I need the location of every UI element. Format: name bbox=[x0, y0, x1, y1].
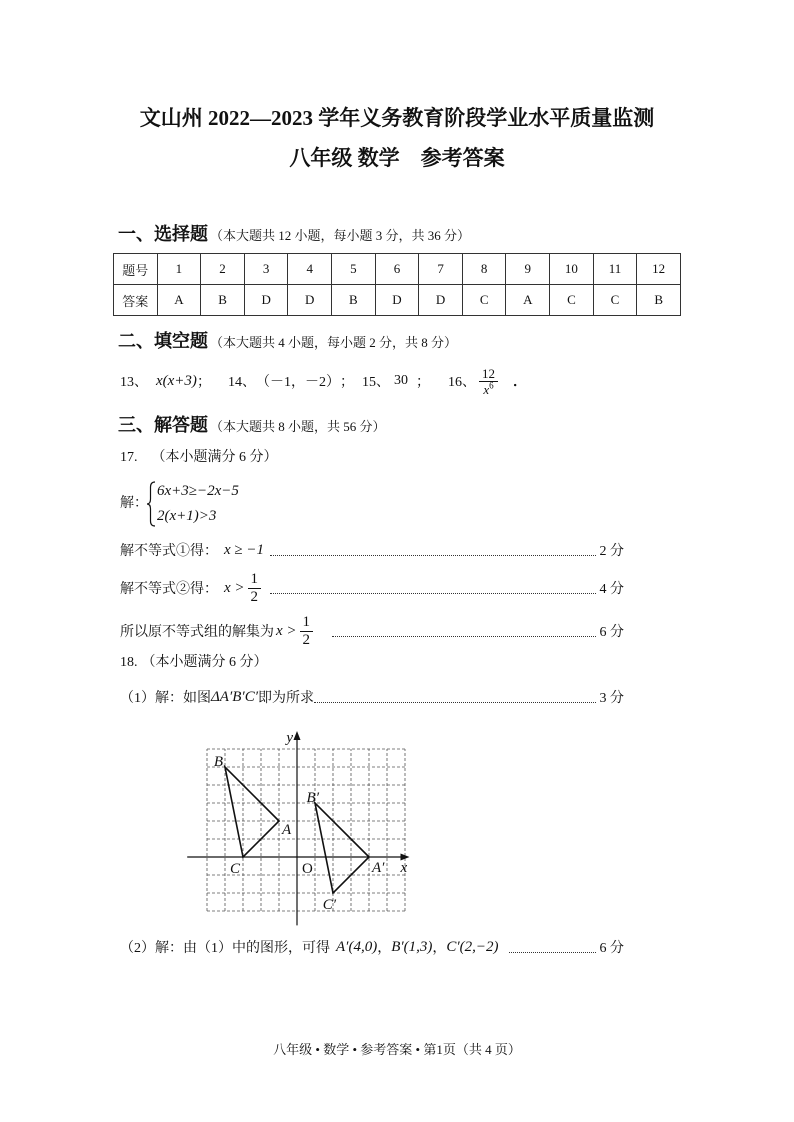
q14-label: 14、 bbox=[228, 375, 256, 390]
question-number-cell: 3 bbox=[244, 254, 288, 285]
page-title: 文山州 2022—2023 学年义务教育阶段学业水平质量监测 bbox=[139, 106, 655, 130]
dotted-leader bbox=[314, 702, 596, 703]
q13-label: 13、 bbox=[120, 375, 148, 390]
step-1-text: 解不等式①得： bbox=[120, 544, 218, 559]
step-1-score: 2 分 bbox=[599, 544, 624, 559]
q16-denominator-exponent: 6 bbox=[489, 380, 494, 391]
step-2-fraction bbox=[248, 571, 262, 606]
section-1-title: 一、选择题 bbox=[118, 224, 208, 244]
q13-answer: x(x+3) bbox=[156, 372, 197, 389]
step-2-score: 4 分 bbox=[599, 582, 624, 597]
q18-points-note: （本小题满分 6 分） bbox=[141, 655, 268, 670]
question-number-cell: 10 bbox=[550, 254, 594, 285]
answer-cell: C bbox=[550, 285, 594, 316]
step-3-fraction bbox=[300, 614, 314, 649]
answer-cell: C bbox=[462, 285, 506, 316]
page-footer: 八年级 • 数学 • 参考答案 • 第1页（共 4 页） bbox=[273, 1042, 521, 1057]
part-2-point-a: A′(4,0) bbox=[336, 938, 378, 955]
q14-answer: （－1，－2） bbox=[256, 375, 340, 390]
answer-cell: D bbox=[419, 285, 463, 316]
q16-denominator bbox=[483, 382, 493, 397]
question-number-cell: 4 bbox=[288, 254, 332, 285]
answer-cell: D bbox=[375, 285, 419, 316]
step-3-score: 6 分 bbox=[599, 625, 624, 640]
page-subtitle: 八年级 数学 参考答案 bbox=[289, 146, 505, 170]
step-3-denominator: 2 bbox=[302, 631, 311, 648]
answer-table bbox=[113, 253, 681, 316]
question-number-cell: 8 bbox=[462, 254, 506, 285]
part-2-prefix: （2）解：由（1）中的图形，可得 bbox=[120, 941, 330, 956]
vertex-point bbox=[242, 856, 244, 858]
vertex-point bbox=[332, 892, 334, 894]
q16-end: ． bbox=[513, 375, 527, 390]
answer-cell: D bbox=[288, 285, 332, 316]
answer-cell: A bbox=[506, 285, 550, 316]
step-2-text: 解不等式②得： bbox=[120, 582, 218, 597]
answer-cell: B bbox=[637, 285, 681, 316]
answer-row bbox=[114, 285, 681, 316]
fill-blank-16 bbox=[448, 364, 527, 398]
section-2-header bbox=[118, 327, 457, 351]
vertex-label: A bbox=[282, 822, 292, 838]
part-1-score: 3 分 bbox=[599, 691, 624, 706]
answer-cell: B bbox=[201, 285, 245, 316]
part-2-point-b: B′(1,3) bbox=[391, 938, 433, 955]
dotted-leader bbox=[270, 593, 595, 594]
q16-denominator-base: x bbox=[483, 381, 490, 397]
part-2-score: 6 分 bbox=[599, 941, 624, 956]
table-header-label: 题号 bbox=[114, 254, 158, 285]
y-axis-arrow bbox=[294, 731, 301, 740]
part-1-prefix: （1）解：如图 bbox=[120, 691, 211, 706]
section-3-header bbox=[118, 411, 386, 435]
question-number-cell: 6 bbox=[375, 254, 419, 285]
x-axis-label: x bbox=[400, 860, 408, 876]
question-18-header bbox=[120, 653, 268, 673]
q13-end: ； bbox=[196, 375, 211, 390]
step-2-math: x > bbox=[224, 579, 245, 596]
vertex-label: B′ bbox=[306, 790, 319, 806]
q16-numerator: 12 bbox=[479, 366, 498, 382]
part-1-suffix: 即为所求 bbox=[257, 691, 314, 706]
q17-points-note: （本小题满分 6 分） bbox=[151, 450, 278, 465]
q15-label: 15、 bbox=[362, 375, 390, 390]
q18-number: 18. bbox=[120, 655, 138, 670]
answer-cell: D bbox=[244, 285, 288, 316]
dotted-leader bbox=[332, 636, 595, 637]
system-inequality-1: 6x+3≥−2x−5 bbox=[157, 483, 239, 499]
q14-end: ； bbox=[340, 375, 354, 390]
section-3-note: （本大题共 8 小题，共 56 分） bbox=[210, 419, 386, 434]
fill-blank-15 bbox=[362, 370, 430, 392]
section-1-note: （本大题共 12 小题，每小题 3 分，共 36 分） bbox=[210, 228, 471, 243]
q16-fraction bbox=[479, 366, 498, 397]
step-3-numerator: 1 bbox=[300, 614, 314, 632]
answer-cell: C bbox=[593, 285, 637, 316]
question-number-cell: 9 bbox=[506, 254, 550, 285]
q15-answer: 30 bbox=[394, 373, 408, 388]
vertex-label: A′ bbox=[372, 860, 385, 876]
part-1-math: ΔA′B′C′ bbox=[211, 688, 258, 705]
q18-part-1 bbox=[120, 687, 624, 707]
question-number-cell: 7 bbox=[419, 254, 463, 285]
question-17-header bbox=[120, 448, 278, 468]
dotted-leader bbox=[509, 952, 596, 953]
step-3-math: x > bbox=[276, 622, 297, 639]
section-2-title: 二、填空题 bbox=[118, 331, 208, 351]
q15-end: ； bbox=[416, 375, 430, 390]
question-number-cell: 5 bbox=[332, 254, 376, 285]
triangle-abc-prime bbox=[315, 803, 369, 893]
vertex-label: B bbox=[213, 754, 223, 770]
question-number-cell: 11 bbox=[593, 254, 637, 285]
origin-label: O bbox=[302, 861, 313, 877]
part-2-separator-2: ， bbox=[432, 941, 447, 956]
q17-number: 17. bbox=[120, 450, 138, 465]
vertex-label: C′ bbox=[322, 897, 336, 913]
vertex-label: C bbox=[229, 861, 240, 877]
q17-solve-label: 解： bbox=[120, 496, 148, 511]
question-number-row bbox=[114, 254, 681, 285]
step-2-denominator: 2 bbox=[250, 588, 259, 605]
step-2-numerator: 1 bbox=[248, 571, 262, 589]
section-1-header bbox=[118, 220, 470, 244]
vertex-point bbox=[278, 820, 280, 822]
dotted-leader bbox=[270, 555, 595, 556]
q17-step-1 bbox=[120, 540, 624, 560]
answer-cell: B bbox=[332, 285, 376, 316]
q18-part-2 bbox=[120, 935, 624, 959]
part-2-separator-1: ， bbox=[377, 941, 392, 956]
q17-step-3 bbox=[120, 611, 624, 651]
q16-label: 16、 bbox=[448, 375, 476, 390]
question-number-cell: 2 bbox=[201, 254, 245, 285]
step-3-text: 所以原不等式组的解集为 bbox=[120, 625, 274, 640]
fill-blank-14 bbox=[228, 370, 354, 392]
vertex-point bbox=[224, 766, 226, 768]
y-axis-label: y bbox=[286, 730, 293, 746]
fill-blank-13 bbox=[120, 370, 211, 392]
coordinate-figure bbox=[180, 722, 420, 932]
system-brace bbox=[146, 481, 156, 527]
section-3-title: 三、解答题 bbox=[118, 415, 208, 435]
part-2-point-c: C′(2,−2) bbox=[446, 938, 499, 955]
question-number-cell: 1 bbox=[157, 254, 201, 285]
question-number-cell: 12 bbox=[637, 254, 681, 285]
step-1-math: x ≥ −1 bbox=[224, 541, 265, 558]
vertex-point bbox=[368, 856, 370, 858]
section-2-note: （本大题共 4 小题，每小题 2 分，共 8 分） bbox=[210, 335, 458, 350]
system-inequality-2: 2(x+1)>3 bbox=[157, 508, 217, 524]
answer-cell: A bbox=[157, 285, 201, 316]
triangle-abc bbox=[225, 767, 279, 857]
q17-step-2 bbox=[120, 568, 624, 608]
table-answer-label: 答案 bbox=[114, 285, 158, 316]
